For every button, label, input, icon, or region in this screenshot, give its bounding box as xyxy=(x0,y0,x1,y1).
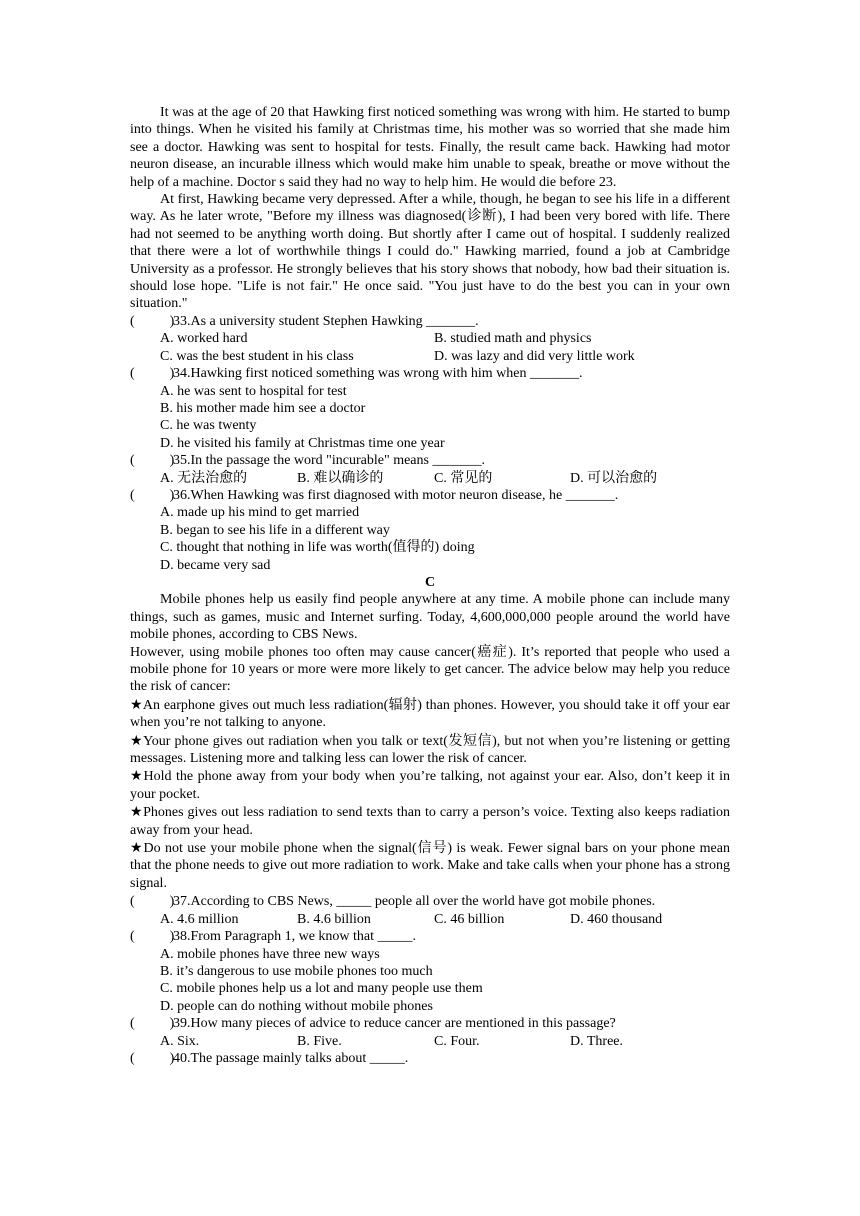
option-c: C. 46 billion xyxy=(434,911,505,927)
option-a: A. he was sent to hospital for test xyxy=(160,383,347,399)
question-stem: 34.Hawking first noticed something was wrong with him when _______. xyxy=(173,366,583,382)
option-d: D. became very sad xyxy=(160,557,271,573)
option-c: C. mobile phones help us a lot and many people use them xyxy=(160,981,483,997)
passage-c-paragraph-1: Mobile phones help us easily find people anywhere at any time. A mobile phone can include many things, such as games, music and Internet surfing. Today, 4,600,000,000 people around the world have mobile phones, according to CBS News. xyxy=(130,592,730,643)
question-37 xyxy=(130,893,730,910)
answer-blank[interactable]: ( ) xyxy=(130,1016,175,1032)
question-34 xyxy=(130,365,730,382)
answer-blank[interactable]: ( ) xyxy=(130,453,175,469)
advice-item: ★An earphone gives out much less radiation(辐射) than phones. However, you should take it off your ear when you’re not talking to anyone. xyxy=(130,697,730,731)
question-40 xyxy=(130,1050,730,1067)
option-a: A. 4.6 million xyxy=(160,911,239,927)
passage-b-paragraph-1: It was at the age of 20 that Hawking first noticed something was wrong with him. He started to bump into things. When he visited his family at Christmas time, his mother was so worried that she made him see a doctor. Hawking was sent to hospital for tests. Finally, the result came back. Hawking had motor neuron disease, an incurable illness which would make him unable to speak, breathe or move without the help of a machine. Doctor s said they had no way to help him. He would die before 23. xyxy=(130,105,730,190)
question-stem: 33.As a university student Stephen Hawking _______. xyxy=(173,313,479,329)
option-a: A. Six. xyxy=(160,1033,200,1049)
option-d: D. people can do nothing without mobile phones xyxy=(160,998,433,1014)
advice-item: ★Do not use your mobile phone when the signal(信号) is weak. Fewer signal bars on your phone mean that the phone needs to give out more radiation to work. Make and take calls when your phone has a strong signal. xyxy=(130,841,730,891)
option-c: C. Four. xyxy=(434,1033,480,1049)
question-stem: 36.When Hawking was first diagnosed with motor neuron disease, he _______. xyxy=(173,487,619,503)
passage-b-paragraph-2: At first, Hawking became very depressed. After a while, though, he began to see his life in a different way. As he later wrote, "Before my illness was diagnosed(诊断), I had been very bored with life. There had not seemed to be anything worth doing. But shortly after I came out of hospital. I suddenly realized that there were a lot of worthwhile things I could do." Hawking married, found a job at Cambridge University as a professor. He strongly believes that his story shows that nobody, how bad their situation is. should lose hope. "Life is not fair." He once said. "You just have to do the best you can in your own situation." xyxy=(130,192,730,312)
option-c: C. 常见的 xyxy=(434,470,493,486)
advice-item: ★Hold the phone away from your body when you’re talking, not against your ear. Also, don’t keep it in your pocket. xyxy=(130,769,730,802)
question-stem: 39.How many pieces of advice to reduce cancer are mentioned in this passage? xyxy=(173,1016,616,1032)
answer-blank[interactable]: ( ) xyxy=(130,894,175,910)
question-stem: 40.The passage mainly talks about _____. xyxy=(173,1050,409,1066)
option-b: B. 难以确诊的 xyxy=(297,470,384,486)
option-c: C. thought that nothing in life was worth(值得的) doing xyxy=(160,540,475,556)
options-row xyxy=(130,1033,730,1050)
option-a: A. worked hard xyxy=(160,331,248,347)
answer-blank[interactable]: ( ) xyxy=(130,313,175,329)
option-b: B. studied math and physics xyxy=(434,331,592,347)
advice-item: ★Phones gives out less radiation to send texts than to carry a person’s voice. Texting also keeps radiation away from your head. xyxy=(130,805,730,838)
option-a: A. mobile phones have three new ways xyxy=(160,946,380,962)
option-d: D. was lazy and did very little work xyxy=(434,348,635,364)
options-row xyxy=(130,330,730,347)
options-row xyxy=(130,348,730,365)
option-b: B. it’s dangerous to use mobile phones too much xyxy=(160,963,433,979)
option-d: D. 可以治愈的 xyxy=(570,470,658,486)
question-stem: 38.From Paragraph 1, we know that _____. xyxy=(173,929,417,945)
option-d: D. he visited his family at Christmas time one year xyxy=(160,435,445,451)
question-35 xyxy=(130,452,730,469)
options-row xyxy=(130,470,730,487)
answer-blank[interactable]: ( ) xyxy=(130,366,175,382)
option-b: B. Five. xyxy=(297,1033,342,1049)
advice-item: ★Your phone gives out radiation when you talk or text(发短信), but not when you’re listening or getting messages. Listening more and talking less can lower the risk of cancer. xyxy=(130,733,730,767)
exam-page xyxy=(130,104,730,1067)
option-a: A. made up his mind to get married xyxy=(160,505,360,521)
option-d: D. Three. xyxy=(570,1033,623,1049)
answer-blank[interactable]: ( ) xyxy=(130,1050,175,1066)
options-row xyxy=(130,911,730,928)
question-38 xyxy=(130,928,730,945)
question-33 xyxy=(130,313,730,330)
option-b: B. began to see his life in a different way xyxy=(160,522,390,538)
option-a: A. 无法治愈的 xyxy=(160,470,248,486)
passage-c-paragraph-2: However, using mobile phones too often may cause cancer(癌症). It’s reported that people who used a mobile phone for 10 years or more were more likely to get cancer. The advice below may help you reduce the risk of cancer: xyxy=(130,644,730,695)
option-d: D. 460 thousand xyxy=(570,911,663,927)
question-stem: 37.According to CBS News, _____ people all over the world have got mobile phones. xyxy=(173,894,656,910)
option-b: B. his mother made him see a doctor xyxy=(160,400,366,416)
question-36 xyxy=(130,487,730,504)
question-39 xyxy=(130,1015,730,1032)
option-c: C. was the best student in his class xyxy=(160,348,354,364)
answer-blank[interactable]: ( ) xyxy=(130,929,175,945)
question-stem: 35.In the passage the word "incurable" means _______. xyxy=(173,453,485,469)
option-c: C. he was twenty xyxy=(160,418,257,434)
option-b: B. 4.6 billion xyxy=(297,911,371,927)
answer-blank[interactable]: ( ) xyxy=(130,487,175,503)
section-heading: C xyxy=(424,574,436,590)
